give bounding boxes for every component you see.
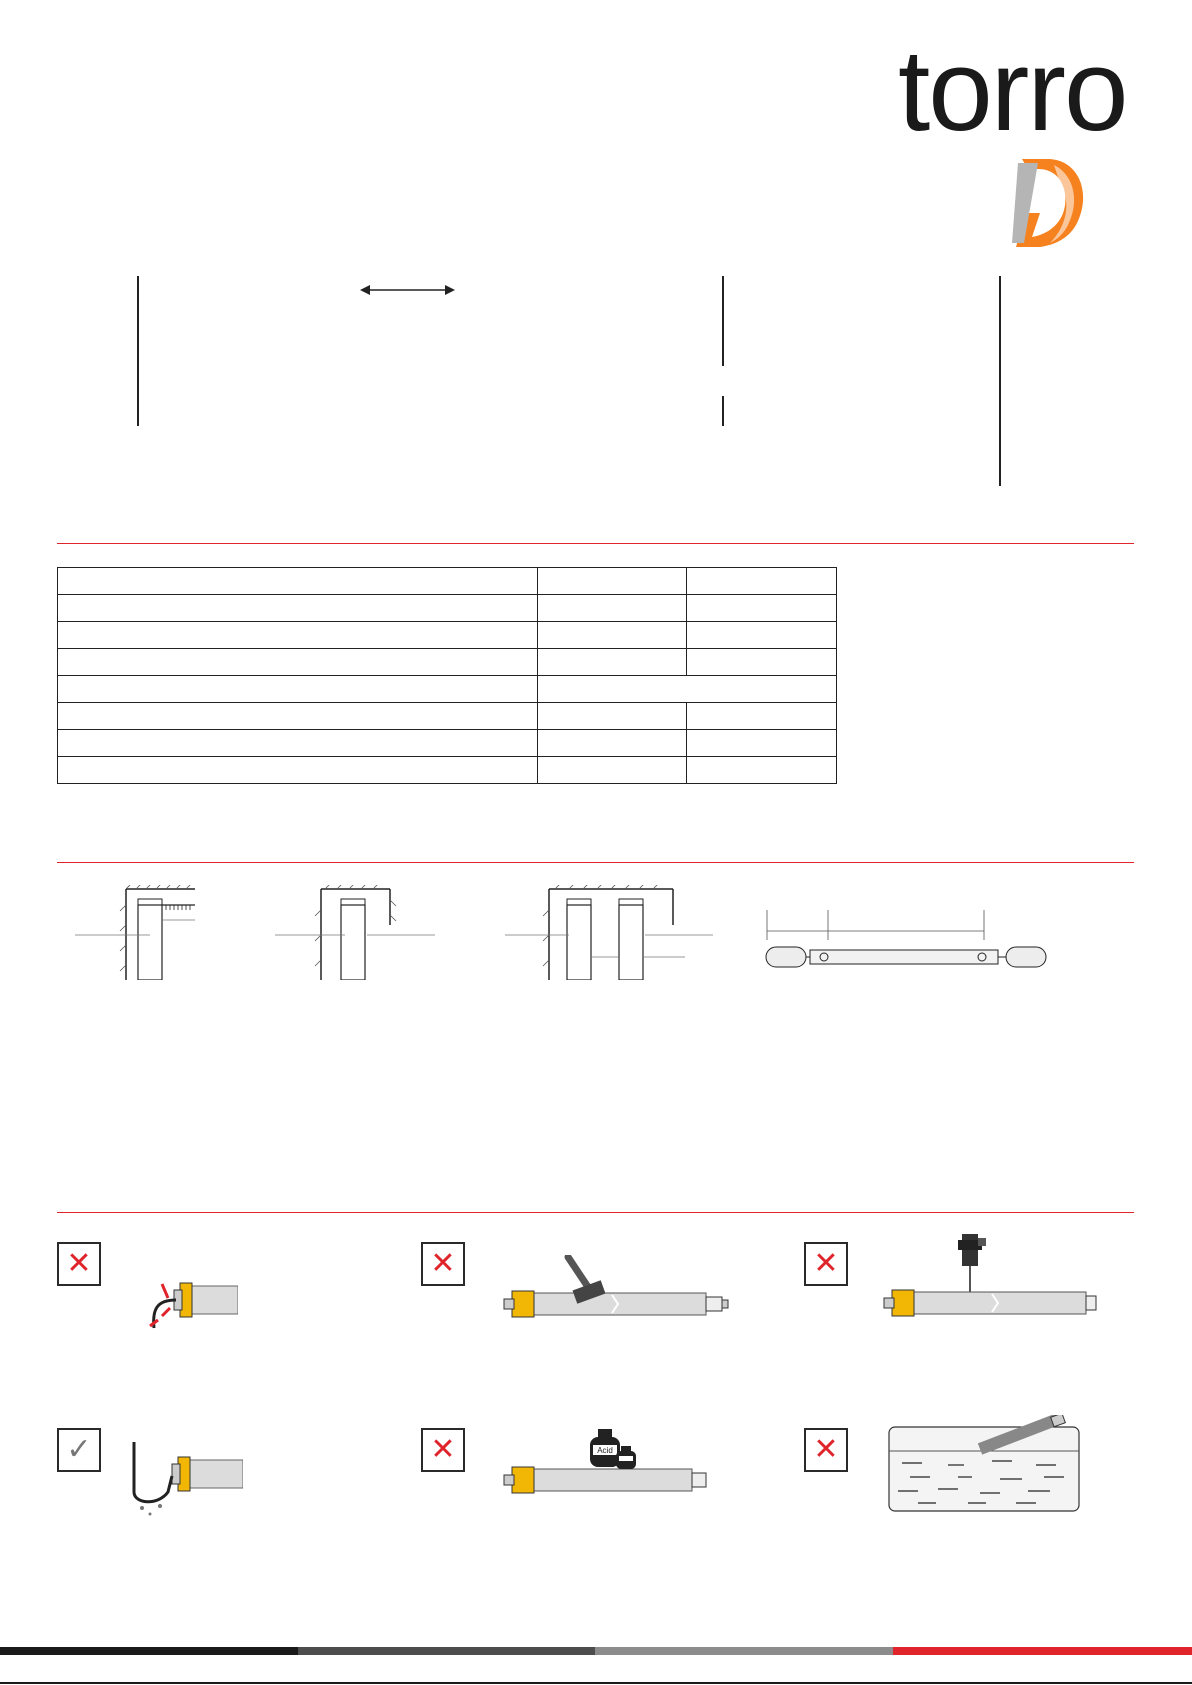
- table-row: [58, 757, 837, 784]
- cable-drip-loop-icon: [128, 1442, 243, 1517]
- installation-diagram-3: [505, 885, 715, 980]
- tube-measurement-diagram: [762, 905, 1062, 975]
- footer-bar-segment-1: [0, 1647, 298, 1655]
- acid-motor-icon: [500, 1425, 710, 1500]
- warning-mark-3: ✕: [804, 1242, 848, 1286]
- footer-bar-segment-4: [893, 1647, 1192, 1655]
- footer-bar-segment-3: [595, 1647, 893, 1655]
- table-row: [58, 676, 837, 703]
- section-rule-2: [57, 862, 1134, 863]
- table-row: [58, 622, 837, 649]
- installation-diagram-1: [70, 885, 235, 980]
- footer-bar-segment-2: [298, 1647, 595, 1655]
- table-row: [58, 703, 837, 730]
- installation-diagram-2: [275, 885, 440, 980]
- warning-mark-2: ✕: [421, 1242, 465, 1286]
- table-row: [58, 595, 837, 622]
- spec-table: [57, 567, 837, 784]
- table-row: [58, 649, 837, 676]
- warning-mark-5: ✕: [421, 1428, 465, 1472]
- warning-mark-6: ✕: [804, 1428, 848, 1472]
- section-rule-3: [57, 1212, 1134, 1213]
- column-divider-1: [137, 276, 139, 426]
- double-arrow-icon: [360, 282, 455, 298]
- orange-d-emblem-icon: [1010, 155, 1090, 250]
- table-row: [58, 568, 837, 595]
- svg-text:Acid: Acid: [597, 1446, 613, 1455]
- column-divider-3: [999, 276, 1001, 486]
- warning-mark-4: ✓: [57, 1428, 101, 1472]
- bottom-rule: [0, 1682, 1192, 1684]
- cable-cut-icon: [148, 1268, 238, 1333]
- section-rule-1: [57, 543, 1134, 544]
- column-divider-2b: [722, 396, 724, 426]
- hammer-motor-icon: [500, 1255, 730, 1325]
- brand-wordmark: torro: [898, 25, 1127, 155]
- table-row: [58, 730, 837, 757]
- column-divider-2a: [722, 276, 724, 366]
- motor-submerged-icon: [888, 1415, 1080, 1513]
- warning-mark-1: ✕: [57, 1242, 101, 1286]
- drill-motor-icon: [880, 1230, 1100, 1325]
